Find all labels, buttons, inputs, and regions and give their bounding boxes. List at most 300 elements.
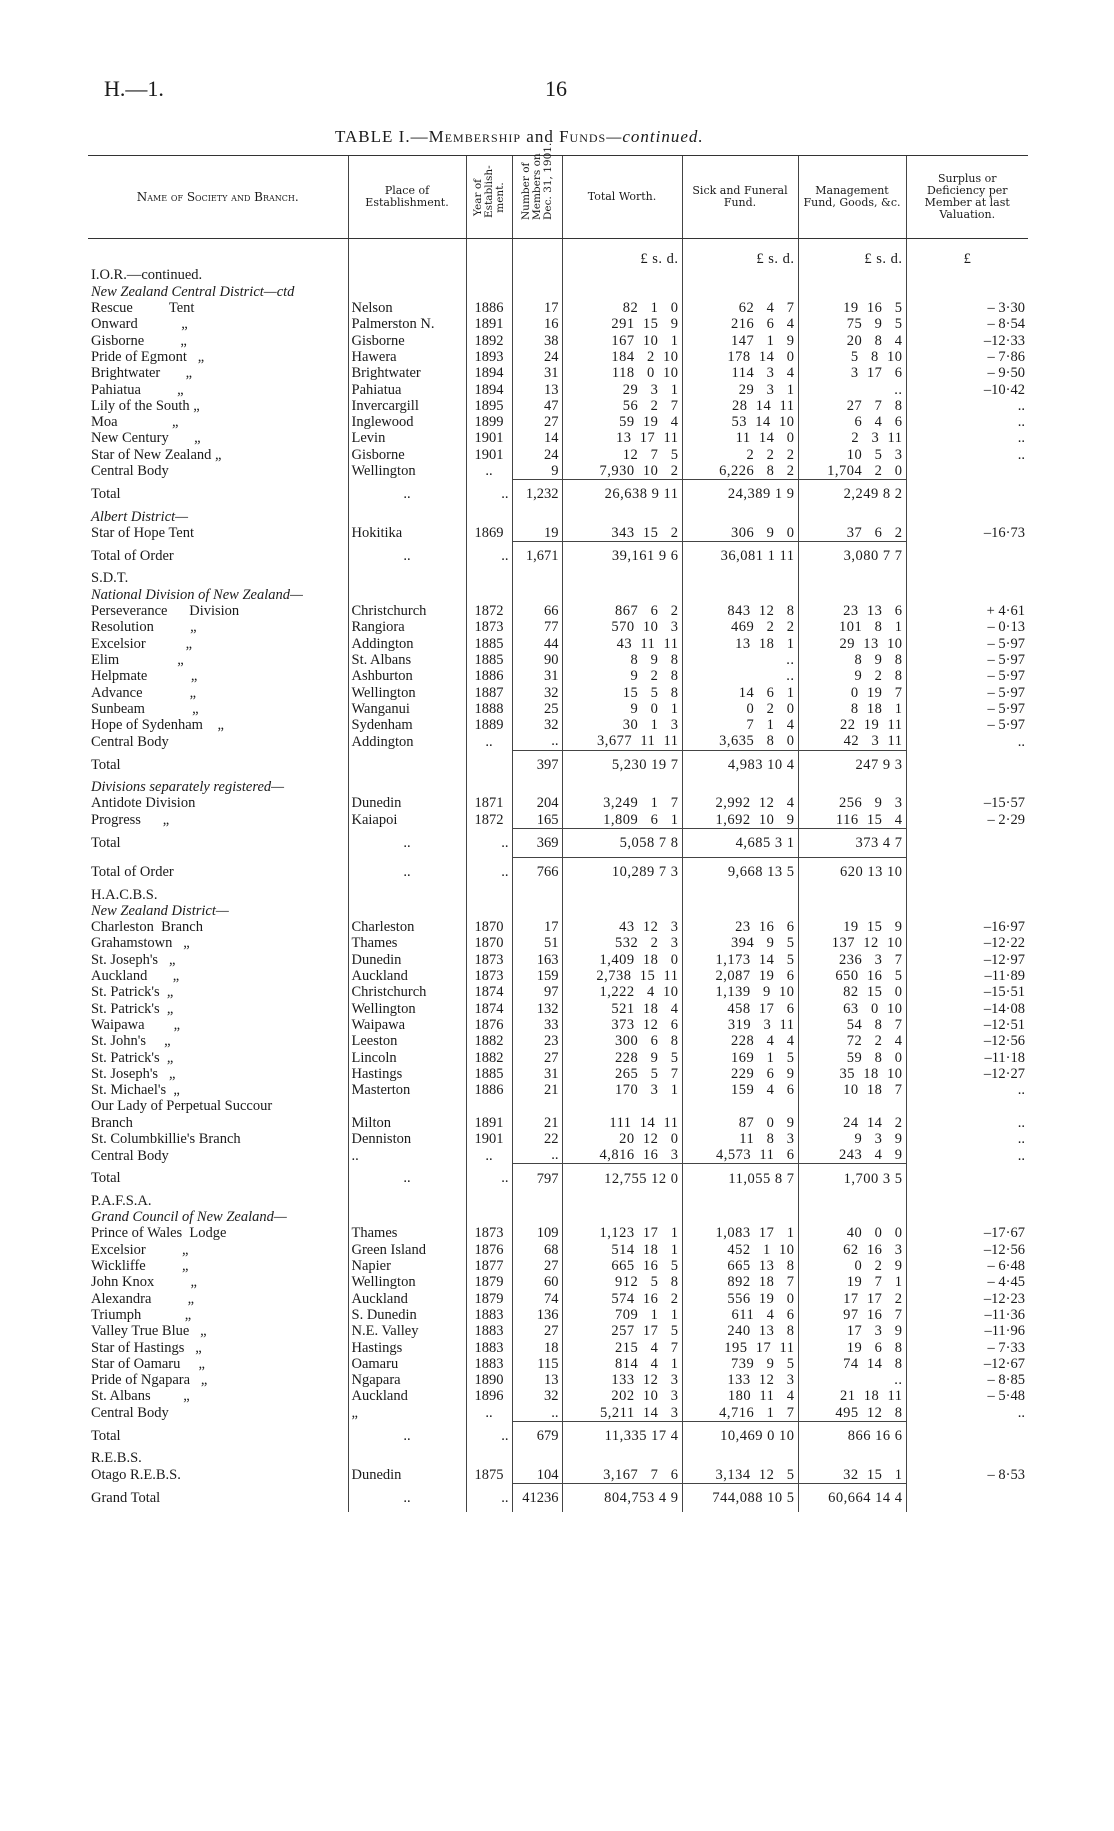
- branch-worth: 82 1 0: [562, 300, 682, 316]
- branch-sick: 556 19 0: [682, 1291, 798, 1307]
- branch-members: 14: [512, 430, 562, 446]
- district-heading: [88, 779, 1028, 795]
- total-worth: 11,335 17 4: [562, 1421, 682, 1450]
- branch-mgmt: 243 4 9: [798, 1147, 906, 1164]
- branch-sick: 2 2 2: [682, 447, 798, 463]
- branch-members: 25: [512, 701, 562, 717]
- branch-place: Masterton: [348, 1082, 466, 1098]
- branch-worth: 9 2 8: [562, 668, 682, 684]
- table-title: TABLE I.—Membership and Funds—continued.: [335, 127, 704, 146]
- empty-cell: [466, 1209, 512, 1225]
- branch-name: St. Joseph's „: [91, 1065, 176, 1082]
- empty-cell: [798, 779, 906, 795]
- branch-row: [88, 381, 1028, 397]
- total-year: ..: [466, 1483, 512, 1512]
- branch-name: John Knox „: [91, 1274, 197, 1291]
- branch-row: [88, 935, 1028, 951]
- branch-year: 1886: [466, 300, 512, 316]
- empty-cell: [466, 587, 512, 603]
- branch-name: Star of Oamaru „: [91, 1355, 205, 1372]
- total-row: [88, 480, 1028, 509]
- branch-mgmt: 20 8 4: [798, 332, 906, 348]
- branch-mgmt: 101 8 1: [798, 619, 906, 635]
- branch-mgmt: 75 9 5: [798, 316, 906, 332]
- branch-worth: 1,409 18 0: [562, 952, 682, 968]
- unit-surplus: £: [906, 251, 1028, 267]
- branch-surplus: –12·27: [906, 1066, 1028, 1082]
- total-members: 1,232: [512, 480, 562, 509]
- branch-mgmt: 256 9 3: [798, 795, 906, 811]
- branch-sick: 1,083 17 1: [682, 1225, 798, 1241]
- branch-surplus: – 7·86: [906, 349, 1028, 365]
- empty-cell: [466, 508, 512, 524]
- branch-name: Rescue Tent: [91, 300, 195, 317]
- branch-sick: 195 17 11: [682, 1339, 798, 1355]
- empty-cell: [906, 587, 1028, 603]
- branch-surplus: –12·56: [906, 1033, 1028, 1049]
- branch-place: St. Albans: [348, 652, 466, 668]
- total-sick: 744,088 10 5: [682, 1483, 798, 1512]
- branch-surplus: ..: [906, 414, 1028, 430]
- total-place: ..: [348, 542, 466, 571]
- branch-mgmt: 650 16 5: [798, 968, 906, 984]
- branch-name: Central Body: [91, 463, 169, 480]
- branch-row: [88, 968, 1028, 984]
- district-name: Grand Council of New Zealand—: [91, 1209, 287, 1226]
- branch-year: [466, 1098, 512, 1114]
- branch-members: 47: [512, 398, 562, 414]
- branch-year: 1872: [466, 603, 512, 619]
- branch-members: 60: [512, 1274, 562, 1290]
- branch-members: [512, 1098, 562, 1114]
- branch-place: Thames: [348, 935, 466, 951]
- branch-place: Christchurch: [348, 603, 466, 619]
- branch-sick: 739 9 5: [682, 1356, 798, 1372]
- empty-cell: [466, 903, 512, 919]
- branch-worth: 15 5 8: [562, 684, 682, 700]
- section-name: I.O.R.—continued.: [91, 267, 203, 284]
- branch-surplus: ..: [906, 733, 1028, 750]
- branch-surplus: – 5·97: [906, 701, 1028, 717]
- branch-members: 115: [512, 1356, 562, 1372]
- branch-name: Pride of Ngapara „: [91, 1372, 208, 1389]
- branch-place: Sydenham: [348, 717, 466, 733]
- branch-sick: 7 1 4: [682, 717, 798, 733]
- empty-cell: [348, 903, 466, 919]
- branch-place: Wellington: [348, 1000, 466, 1016]
- branch-place: Inglewood: [348, 414, 466, 430]
- branch-year: 1885: [466, 1066, 512, 1082]
- branch-surplus: ..: [906, 1115, 1028, 1131]
- branch-year: 1869: [466, 525, 512, 542]
- branch-surplus: –12·33: [906, 332, 1028, 348]
- branch-row: [88, 1066, 1028, 1082]
- branch-row: [88, 332, 1028, 348]
- branch-worth: 3,677 11 11: [562, 733, 682, 750]
- branch-members: 9: [512, 463, 562, 480]
- section-heading: [88, 267, 1028, 283]
- branch-place: Nelson: [348, 300, 466, 316]
- branch-mgmt: 21 18 11: [798, 1388, 906, 1404]
- branch-mgmt: 0 2 9: [798, 1258, 906, 1274]
- branch-surplus: – 8·53: [906, 1466, 1028, 1483]
- empty-cell: [906, 886, 1028, 902]
- branch-sick: 180 11 4: [682, 1388, 798, 1404]
- branch-year: 1891: [466, 316, 512, 332]
- branch-sick: 892 18 7: [682, 1274, 798, 1290]
- empty-cell: [682, 903, 798, 919]
- branch-surplus: –12·56: [906, 1242, 1028, 1258]
- branch-worth: 521 18 4: [562, 1000, 682, 1016]
- branch-place: Ngapara: [348, 1372, 466, 1388]
- branch-worth: 118 0 10: [562, 365, 682, 381]
- branch-surplus: –11·36: [906, 1307, 1028, 1323]
- empty-cell: [906, 779, 1028, 795]
- branch-surplus: – 9·50: [906, 365, 1028, 381]
- branch-row: [88, 414, 1028, 430]
- total-worth: 26,638 9 11: [562, 480, 682, 509]
- empty-cell: [348, 1450, 466, 1466]
- branch-name: Excelsior „: [91, 1241, 189, 1258]
- branch-mgmt: 10 18 7: [798, 1082, 906, 1098]
- empty-cell: [348, 570, 466, 586]
- branch-sick: 319 3 11: [682, 1017, 798, 1033]
- empty-cell: [906, 508, 1028, 524]
- branch-row: [88, 717, 1028, 733]
- empty-cell: [906, 267, 1028, 283]
- total-label: Total: [91, 756, 121, 773]
- branch-row: [88, 1356, 1028, 1372]
- total-mgmt: 3,080 7 7: [798, 542, 906, 571]
- branch-surplus: – 0·13: [906, 619, 1028, 635]
- branch-year: 1876: [466, 1017, 512, 1033]
- branch-surplus: – 5·97: [906, 717, 1028, 733]
- branch-worth: 43 11 11: [562, 636, 682, 652]
- total-row: [88, 828, 1028, 857]
- branch-mgmt: 17 17 2: [798, 1291, 906, 1307]
- unit-sick: £ s. d.: [682, 251, 798, 267]
- branch-place: Lincoln: [348, 1049, 466, 1065]
- branch-sick: 0 2 0: [682, 701, 798, 717]
- total-mgmt: 60,664 14 4: [798, 1483, 906, 1512]
- branch-place: Dunedin: [348, 795, 466, 811]
- branch-mgmt: 17 3 9: [798, 1323, 906, 1339]
- branch-sick: 28 14 11: [682, 398, 798, 414]
- section-name: R.E.B.S.: [91, 1450, 142, 1467]
- membership-funds-table: [88, 142, 1028, 1512]
- branch-sick: 4,573 11 6: [682, 1147, 798, 1164]
- branch-row: [88, 1339, 1028, 1355]
- total-year: ..: [466, 858, 512, 887]
- branch-name: St. Columbkillie's Branch: [91, 1130, 241, 1147]
- branch-name: St. Patrick's „: [91, 1000, 174, 1017]
- branch-name: New Century „: [91, 430, 201, 447]
- unit-mgmt: £ s. d.: [798, 251, 906, 267]
- branch-name: Otago R.E.B.S.: [91, 1466, 181, 1483]
- total-worth: 12,755 12 0: [562, 1164, 682, 1193]
- branch-place: Hastings: [348, 1066, 466, 1082]
- branch-worth: 59 19 4: [562, 414, 682, 430]
- branch-name: Grahamstown „: [91, 935, 190, 952]
- empty-cell: [906, 1209, 1028, 1225]
- total-members: 397: [512, 750, 562, 779]
- total-members: 369: [512, 828, 562, 857]
- total-mgmt: 620 13 10: [798, 858, 906, 887]
- branch-year: 1883: [466, 1356, 512, 1372]
- branch-sick: 2,992 12 4: [682, 795, 798, 811]
- empty-cell: [798, 570, 906, 586]
- branch-row: [88, 1017, 1028, 1033]
- branch-row: [88, 300, 1028, 316]
- empty-cell: [348, 1193, 466, 1209]
- total-row: [88, 750, 1028, 779]
- branch-mgmt: 23 13 6: [798, 603, 906, 619]
- branch-members: 74: [512, 1291, 562, 1307]
- branch-name: Elim „: [91, 651, 184, 668]
- empty-cell: [906, 1450, 1028, 1466]
- branch-place: Waipawa: [348, 1017, 466, 1033]
- total-label: Total of Order: [91, 547, 174, 564]
- branch-row: [88, 603, 1028, 619]
- branch-members: ..: [512, 733, 562, 750]
- branch-worth: 167 10 1: [562, 332, 682, 348]
- district-name: Divisions separately registered—: [91, 779, 285, 796]
- branch-mgmt: 63 0 10: [798, 1000, 906, 1016]
- branch-year: 1894: [466, 381, 512, 397]
- empty-cell: [512, 587, 562, 603]
- branch-name: St. Patrick's „: [91, 1049, 174, 1066]
- branch-place: Gisborne: [348, 332, 466, 348]
- branch-members: 32: [512, 684, 562, 700]
- branch-year: 1896: [466, 1388, 512, 1404]
- branch-members: 109: [512, 1225, 562, 1241]
- branch-surplus: –11·96: [906, 1323, 1028, 1339]
- branch-sick: 11 8 3: [682, 1131, 798, 1147]
- branch-members: 31: [512, 668, 562, 684]
- total-year: ..: [466, 828, 512, 857]
- district-heading: [88, 587, 1028, 603]
- branch-worth: [562, 1098, 682, 1114]
- branch-year: 1885: [466, 636, 512, 652]
- branch-year: 1873: [466, 619, 512, 635]
- total-members: 41236: [512, 1483, 562, 1512]
- total-label: Total: [91, 1170, 121, 1187]
- total-sick: 24,389 1 9: [682, 480, 798, 509]
- branch-sick: 133 12 3: [682, 1372, 798, 1388]
- branch-name: Star of New Zealand „: [91, 446, 222, 463]
- branch-year: 1894: [466, 365, 512, 381]
- branch-place: Wellington: [348, 463, 466, 480]
- branch-worth: 3,167 7 6: [562, 1466, 682, 1483]
- units-row: [88, 251, 1028, 267]
- section-heading: [88, 886, 1028, 902]
- branch-place: Charleston: [348, 919, 466, 935]
- col-header-name: Name of Society and Branch.: [88, 156, 348, 239]
- empty-cell: [512, 903, 562, 919]
- total-worth: 5,058 7 8: [562, 828, 682, 857]
- branch-worth: 5,211 14 3: [562, 1405, 682, 1422]
- branch-row: [88, 1388, 1028, 1404]
- branch-worth: 9 0 1: [562, 701, 682, 717]
- branch-year: 1901: [466, 447, 512, 463]
- branch-worth: 30 1 3: [562, 717, 682, 733]
- branch-row: [88, 984, 1028, 1000]
- branch-year: 1893: [466, 349, 512, 365]
- branch-place: Brightwater: [348, 365, 466, 381]
- total-surplus: [906, 828, 1028, 857]
- total-year: ..: [466, 480, 512, 509]
- total-row: [88, 1164, 1028, 1193]
- district-heading: [88, 903, 1028, 919]
- branch-mgmt: 74 14 8: [798, 1356, 906, 1372]
- branch-members: 104: [512, 1466, 562, 1483]
- empty-cell: [466, 1450, 512, 1466]
- branch-surplus: –12·22: [906, 935, 1028, 951]
- branch-mgmt: 72 2 4: [798, 1033, 906, 1049]
- empty-cell: [512, 284, 562, 300]
- branch-surplus: [906, 1098, 1028, 1114]
- branch-members: 23: [512, 1033, 562, 1049]
- empty-cell: [466, 570, 512, 586]
- branch-worth: 257 17 5: [562, 1323, 682, 1339]
- branch-place: Addington: [348, 733, 466, 750]
- empty-cell: [348, 267, 466, 283]
- branch-worth: 373 12 6: [562, 1017, 682, 1033]
- branch-place: Levin: [348, 430, 466, 446]
- branch-sick: 14 6 1: [682, 684, 798, 700]
- total-surplus: [906, 480, 1028, 509]
- empty-cell: [682, 587, 798, 603]
- branch-name: Antidote Division: [91, 795, 196, 812]
- empty-cell: [682, 267, 798, 283]
- branch-surplus: – 7·33: [906, 1339, 1028, 1355]
- district-heading: [88, 1209, 1028, 1225]
- district-heading: [88, 284, 1028, 300]
- branch-sick: 6,226 8 2: [682, 463, 798, 480]
- branch-worth: 133 12 3: [562, 1372, 682, 1388]
- empty-cell: [562, 508, 682, 524]
- empty-cell: [798, 267, 906, 283]
- branch-place: Wanganui: [348, 701, 466, 717]
- branch-worth: 709 1 1: [562, 1307, 682, 1323]
- branch-members: 165: [512, 812, 562, 829]
- branch-row: [88, 1098, 1028, 1114]
- branch-mgmt: 27 7 8: [798, 398, 906, 414]
- branch-name: St. Joseph's „: [91, 951, 176, 968]
- branch-sick: ..: [682, 668, 798, 684]
- empty-cell: [562, 886, 682, 902]
- total-row: [88, 1483, 1028, 1512]
- col-header-surplus: Surplus or Deficiency per Member at last Valuation.: [906, 156, 1028, 239]
- branch-year: 1876: [466, 1242, 512, 1258]
- branch-surplus: – 6·48: [906, 1258, 1028, 1274]
- branch-year: ..: [466, 463, 512, 480]
- branch-year: 1870: [466, 935, 512, 951]
- branch-place: Auckland: [348, 1291, 466, 1307]
- branch-year: 1888: [466, 701, 512, 717]
- empty-cell: [348, 886, 466, 902]
- branch-worth: 814 4 1: [562, 1356, 682, 1372]
- branch-surplus: ..: [906, 1405, 1028, 1422]
- total-place: [348, 750, 466, 779]
- branch-sick: 1,139 9 10: [682, 984, 798, 1000]
- total-label: Total: [91, 1427, 121, 1444]
- branch-sick: 306 9 0: [682, 525, 798, 542]
- branch-sick: 452 1 10: [682, 1242, 798, 1258]
- empty-cell: [798, 587, 906, 603]
- branch-row: [88, 1466, 1028, 1483]
- branch-surplus: –16·97: [906, 919, 1028, 935]
- empty-cell: [512, 570, 562, 586]
- branch-members: 97: [512, 984, 562, 1000]
- total-surplus: [906, 750, 1028, 779]
- branch-surplus: –12·67: [906, 1356, 1028, 1372]
- branch-members: 27: [512, 1049, 562, 1065]
- branch-members: 68: [512, 1242, 562, 1258]
- empty-cell: [562, 267, 682, 283]
- total-row: [88, 1421, 1028, 1450]
- branch-members: 27: [512, 1258, 562, 1274]
- branch-name: Auckland „: [91, 968, 180, 985]
- branch-name: Pahiatua „: [91, 381, 184, 398]
- branch-name: Pride of Egmont „: [91, 348, 205, 365]
- branch-sick: 229 6 9: [682, 1066, 798, 1082]
- branch-place: Auckland: [348, 1388, 466, 1404]
- branch-year: 1875: [466, 1466, 512, 1483]
- branch-row: [88, 668, 1028, 684]
- branch-surplus: –12·23: [906, 1291, 1028, 1307]
- total-year: ..: [466, 1421, 512, 1450]
- branch-worth: 1,222 4 10: [562, 984, 682, 1000]
- branch-name: Onward „: [91, 316, 188, 333]
- branch-sick: 216 6 4: [682, 316, 798, 332]
- empty-cell: [512, 779, 562, 795]
- branch-year: 1877: [466, 1258, 512, 1274]
- branch-sick: 87 0 9: [682, 1115, 798, 1131]
- branch-surplus: –16·73: [906, 525, 1028, 542]
- district-name: Albert District—: [91, 508, 189, 525]
- branch-surplus: –15·51: [906, 984, 1028, 1000]
- table-body: [88, 251, 1028, 1512]
- branch-members: 27: [512, 414, 562, 430]
- branch-members: 66: [512, 603, 562, 619]
- branch-mgmt: 19 7 1: [798, 1274, 906, 1290]
- branch-year: 1890: [466, 1372, 512, 1388]
- branch-sick: 843 12 8: [682, 603, 798, 619]
- total-label: Total: [91, 486, 121, 503]
- empty-cell: [562, 1450, 682, 1466]
- branch-name: Gisborne „: [91, 332, 187, 349]
- branch-name: Helpmate „: [91, 668, 198, 685]
- branch-place: Wellington: [348, 1274, 466, 1290]
- branch-place: Dunedin: [348, 952, 466, 968]
- branch-members: 16: [512, 316, 562, 332]
- branch-row: [88, 525, 1028, 542]
- empty-cell: [682, 284, 798, 300]
- empty-cell: [682, 570, 798, 586]
- section-name: S.D.T.: [91, 570, 129, 587]
- branch-name: Our Lady of Perpetual Succour: [91, 1098, 273, 1115]
- branch-year: 1886: [466, 668, 512, 684]
- branch-name: Triumph „: [91, 1306, 192, 1323]
- branch-worth: 867 6 2: [562, 603, 682, 619]
- branch-place: Green Island: [348, 1242, 466, 1258]
- branch-year: 1870: [466, 919, 512, 935]
- branch-mgmt: 9 3 9: [798, 1131, 906, 1147]
- branch-place: S. Dunedin: [348, 1307, 466, 1323]
- branch-mgmt: 5 8 10: [798, 349, 906, 365]
- branch-name: Central Body: [91, 1147, 169, 1164]
